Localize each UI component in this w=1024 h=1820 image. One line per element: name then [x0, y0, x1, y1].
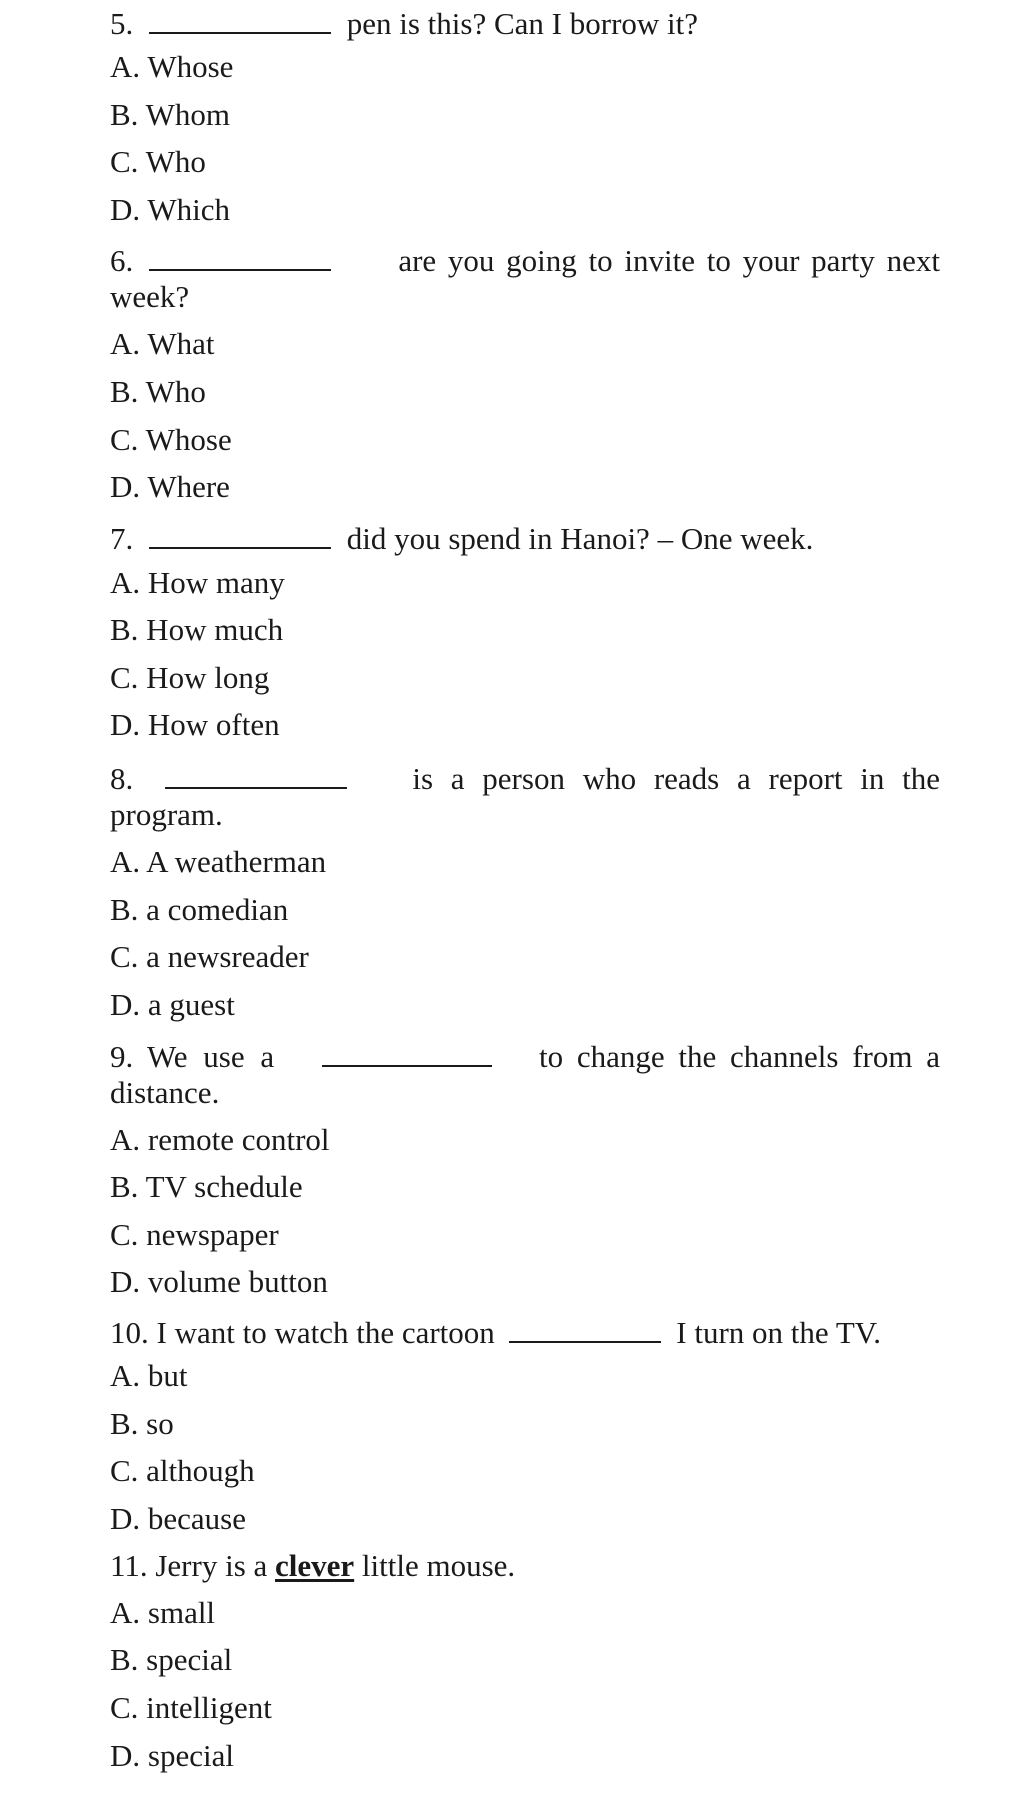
question-10-stem [110, 1311, 881, 1352]
question-9-stem-line2: distance. [110, 1075, 220, 1110]
question-11-option-d[interactable]: D. special [110, 1738, 234, 1773]
question-6-stem-line2: week? [110, 279, 190, 314]
question-7-option-d[interactable]: D. How often [110, 707, 280, 742]
question-8-option-b[interactable]: B. a comedian [110, 892, 289, 927]
question-text: We use a [147, 1039, 275, 1074]
question-text: pen is this? Can I borrow it? [346, 6, 699, 41]
question-6-stem [110, 239, 940, 280]
answer-blank[interactable] [149, 2, 331, 34]
question-6-option-c[interactable]: C. Whose [110, 422, 232, 457]
question-5-option-a[interactable]: A. Whose [110, 49, 234, 84]
question-5-option-c[interactable]: C. Who [110, 144, 206, 179]
question-number: 7. [110, 521, 134, 556]
question-7-option-b[interactable]: B. How much [110, 612, 284, 647]
question-7-option-a[interactable]: A. How many [110, 565, 285, 600]
question-text: little mouse. [361, 1548, 516, 1583]
question-6-option-d[interactable]: D. Where [110, 469, 230, 504]
question-9-option-c[interactable]: C. newspaper [110, 1217, 279, 1252]
question-8-stem-line2: program. [110, 797, 223, 832]
question-10-option-d[interactable]: D. because [110, 1501, 246, 1536]
question-number: 10. [110, 1315, 149, 1350]
question-number: 6. [110, 243, 134, 278]
question-6-option-b[interactable]: B. Who [110, 374, 206, 409]
question-number: 5. [110, 6, 134, 41]
question-11-stem [110, 1547, 515, 1585]
question-5-stem [110, 2, 698, 43]
question-8-option-c[interactable]: C. a newsreader [110, 939, 309, 974]
question-8-option-d[interactable]: D. a guest [110, 987, 235, 1022]
question-9-option-a[interactable]: A. remote control [110, 1122, 330, 1157]
question-text: did you spend in Hanoi? – One week. [346, 521, 814, 556]
question-9-option-d[interactable]: D. volume button [110, 1264, 328, 1299]
question-number: 8. [110, 761, 134, 796]
question-text: to change the channels from a [539, 1039, 940, 1074]
question-text: I turn on the TV. [676, 1315, 881, 1350]
question-text: Jerry is a [155, 1548, 268, 1583]
question-6-option-a[interactable]: A. What [110, 326, 215, 361]
question-10-option-c[interactable]: C. although [110, 1453, 255, 1488]
question-number: 9. [110, 1039, 134, 1074]
keyword: clever [275, 1548, 355, 1583]
question-11-option-c[interactable]: C. intelligent [110, 1690, 272, 1725]
question-number: 11. [110, 1548, 148, 1583]
answer-blank[interactable] [165, 757, 347, 789]
question-text: are you going to invite to your party next [398, 243, 940, 278]
question-text: I want to watch the cartoon [156, 1315, 495, 1350]
answer-blank[interactable] [149, 239, 331, 271]
answer-blank[interactable] [149, 517, 331, 549]
question-7-option-c[interactable]: C. How long [110, 660, 270, 695]
question-9-stem [110, 1035, 940, 1076]
question-10-option-b[interactable]: B. so [110, 1406, 174, 1441]
question-8-option-a[interactable]: A. A weatherman [110, 844, 327, 879]
question-5-option-d[interactable]: D. Which [110, 192, 230, 227]
question-11-option-a[interactable]: A. small [110, 1595, 216, 1630]
question-10-option-a[interactable]: A. but [110, 1358, 188, 1393]
answer-blank[interactable] [509, 1311, 661, 1343]
question-8-stem [110, 757, 940, 798]
question-5-option-b[interactable]: B. Whom [110, 97, 230, 132]
question-text: is a person who reads a report in the [412, 761, 940, 796]
question-9-option-b[interactable]: B. TV schedule [110, 1169, 303, 1204]
question-7-stem [110, 517, 813, 558]
question-11-option-b[interactable]: B. special [110, 1642, 233, 1677]
answer-blank[interactable] [322, 1035, 492, 1067]
